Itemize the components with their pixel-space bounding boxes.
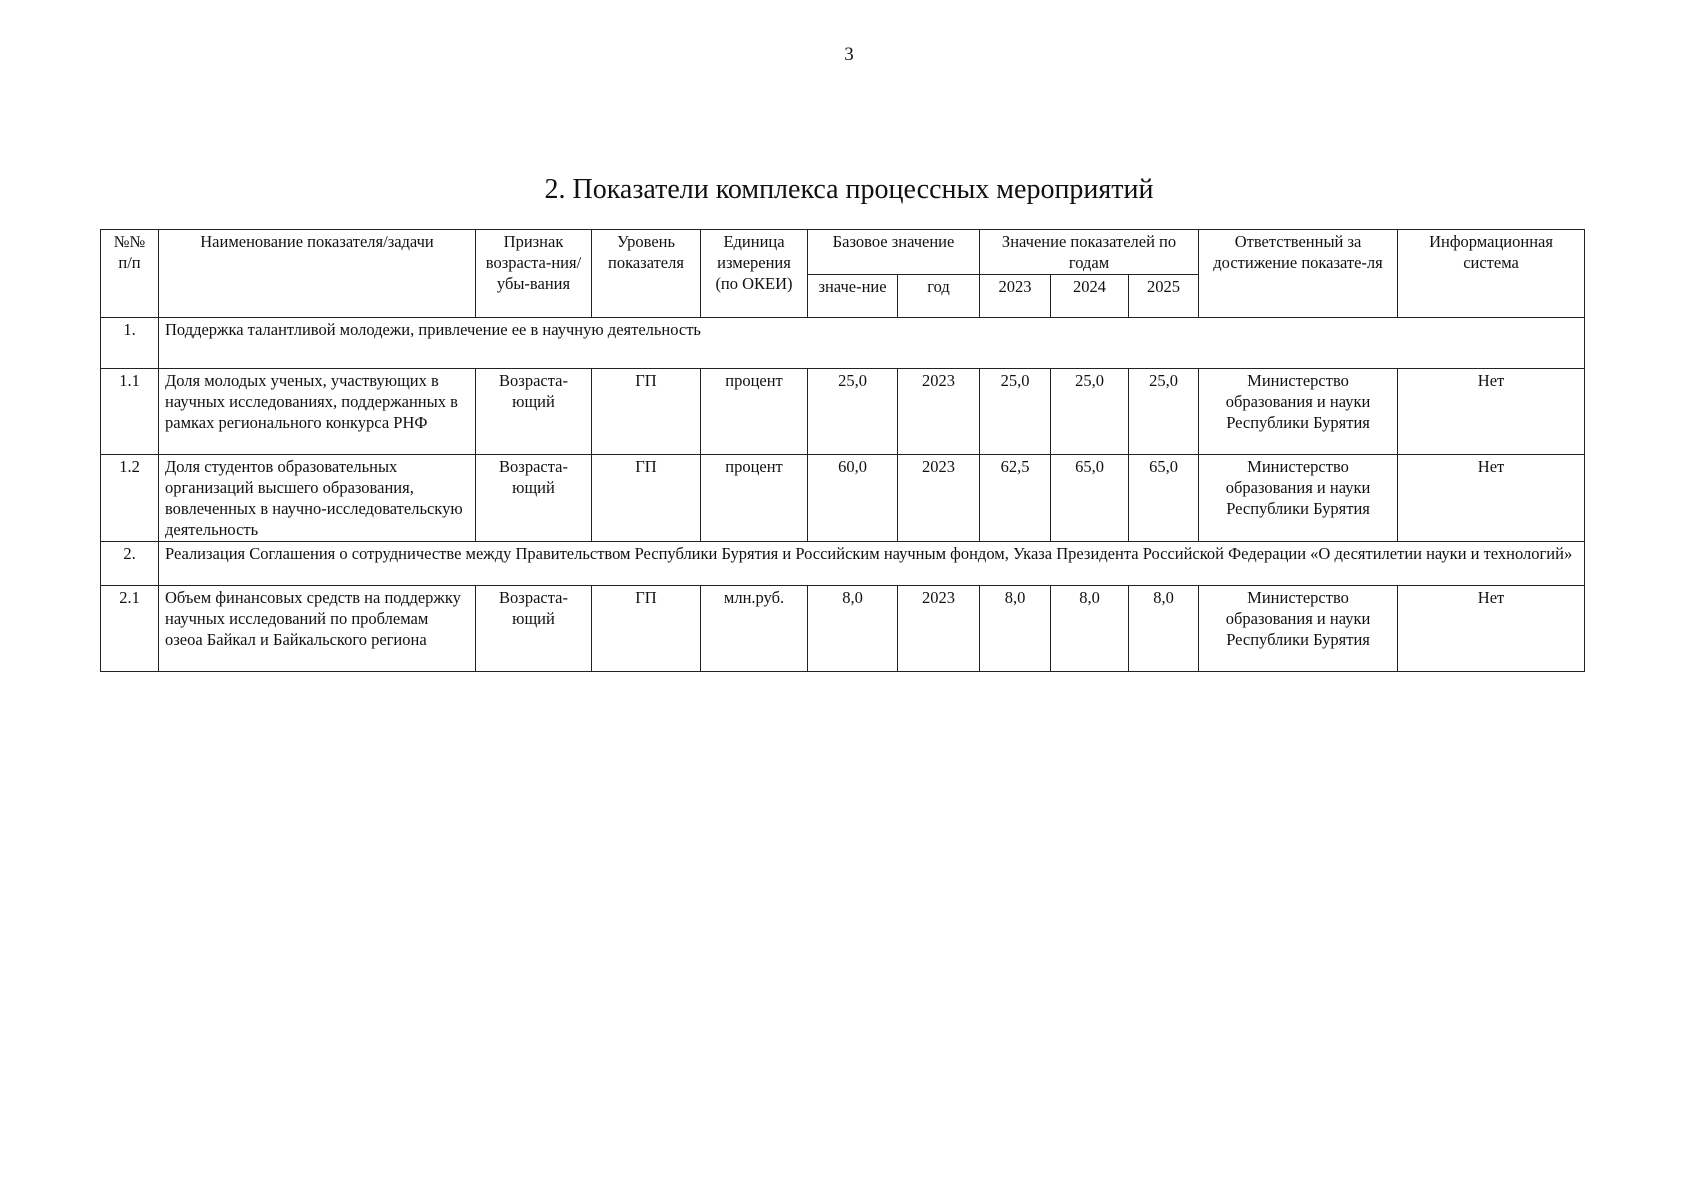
table-row (101, 455, 1585, 542)
cell-name: Доля молодых ученых, участвующих в научных исследованиях, поддержанных в рамках регионального конкурса РНФ (159, 369, 476, 455)
cell-base-year: 2023 (898, 369, 980, 455)
cell-unit: процент (701, 455, 808, 542)
cell-system: Нет (1398, 586, 1585, 672)
cell-level: ГП (592, 369, 701, 455)
cell-num: 2.1 (101, 586, 159, 672)
cell-base-year: 2023 (898, 586, 980, 672)
section-title-cell: Реализация Соглашения о сотрудничестве между Правительством Республики Бурятия и Российским научным фондом, Указа Президента Российской Федерации «О десятилетии науки и технологий» (159, 542, 1585, 586)
cell-base-value: 60,0 (808, 455, 898, 542)
cell-2023: 25,0 (980, 369, 1051, 455)
header-name: Наименование показателя/задачи (159, 230, 476, 318)
cell-name: Доля студентов образовательных организаций высшего образования, вовлеченных в научно-исследовательскую деятельность (159, 455, 476, 542)
header-base: Базовое значение (808, 230, 980, 275)
cell-num: 1.2 (101, 455, 159, 542)
indicators-table (100, 229, 1585, 672)
table-header (101, 230, 1585, 318)
cell-2024: 65,0 (1051, 455, 1129, 542)
section-num: 2. (101, 542, 159, 586)
cell-responsible: Министерство образования и науки Республики Бурятия (1199, 369, 1398, 455)
section-title: 2. Показатели комплекса процессных мероприятий (544, 174, 1154, 205)
cell-base-year: 2023 (898, 455, 980, 542)
cell-system: Нет (1398, 455, 1585, 542)
cell-responsible: Министерство образования и науки Республики Бурятия (1199, 586, 1398, 672)
header-system: Информационная система (1398, 230, 1585, 318)
cell-sign: Возраста-ющий (476, 369, 592, 455)
cell-level: ГП (592, 455, 701, 542)
section-title-cell: Поддержка талантливой молодежи, привлечение ее в научную деятельность (159, 318, 1585, 369)
cell-unit: процент (701, 369, 808, 455)
header-num: №№ п/п (101, 230, 159, 318)
header-values: Значение показателей по годам (980, 230, 1199, 275)
cell-2025: 25,0 (1129, 369, 1199, 455)
cell-2025: 65,0 (1129, 455, 1199, 542)
section-row (101, 542, 1585, 586)
cell-2024: 8,0 (1051, 586, 1129, 672)
cell-base-value: 8,0 (808, 586, 898, 672)
page-number: 3 (844, 44, 854, 65)
cell-name: Объем финансовых средств на поддержку научных исследований по проблемам озеоа Байкал и Байкальского региона (159, 586, 476, 672)
cell-2023: 62,5 (980, 455, 1051, 542)
table-body (101, 318, 1585, 672)
cell-2025: 8,0 (1129, 586, 1199, 672)
cell-system: Нет (1398, 369, 1585, 455)
header-base-value: значе-ние (808, 275, 898, 318)
header-sign: Признак возраста-ния/ убы-вания (476, 230, 592, 318)
header-year-2025: 2025 (1129, 275, 1199, 318)
table-row (101, 369, 1585, 455)
header-unit: Единица измерения (по ОКЕИ) (701, 230, 808, 318)
cell-level: ГП (592, 586, 701, 672)
cell-2024: 25,0 (1051, 369, 1129, 455)
header-base-year: год (898, 275, 980, 318)
cell-base-value: 25,0 (808, 369, 898, 455)
header-responsible: Ответственный за достижение показате-ля (1199, 230, 1398, 318)
cell-2023: 8,0 (980, 586, 1051, 672)
cell-unit: млн.руб. (701, 586, 808, 672)
section-num: 1. (101, 318, 159, 369)
header-year-2024: 2024 (1051, 275, 1129, 318)
cell-sign: Возраста-ющий (476, 586, 592, 672)
cell-num: 1.1 (101, 369, 159, 455)
section-row (101, 318, 1585, 369)
header-year-2023: 2023 (980, 275, 1051, 318)
cell-sign: Возраста-ющий (476, 455, 592, 542)
header-level: Уровень показателя (592, 230, 701, 318)
cell-responsible: Министерство образования и науки Республики Бурятия (1199, 455, 1398, 542)
table-row (101, 586, 1585, 672)
